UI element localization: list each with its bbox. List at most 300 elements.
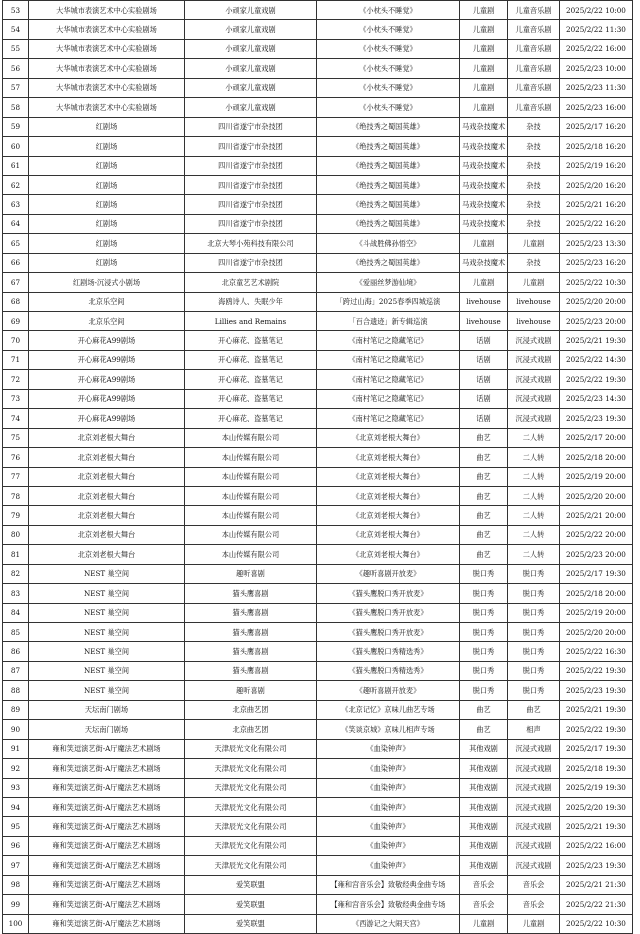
venue-cell: 大华城市表演艺术中心实验剧场 [29,39,185,58]
organizer-cell: 北京曲艺团 [185,700,317,719]
row-number-cell: 72 [3,370,29,389]
category-cell: 马戏杂技魔术 [460,214,508,233]
row-number-cell: 70 [3,331,29,350]
show-title-cell: 《猫头鹰脱口秀开放麦》 [317,584,460,603]
table-row [3,59,633,78]
table-row [3,661,633,680]
show-title-cell: 《北京刘老根大舞台》 [317,448,460,467]
organizer-cell: 小顽家儿童戏剧 [185,20,317,39]
show-title-cell: 《小枕头不睡觉》 [317,59,460,78]
genre-cell: 脱口秀 [508,642,560,661]
table-row [3,350,633,369]
genre-cell: 儿童音乐剧 [508,59,560,78]
datetime-cell: 2025/2/18 20:00 [560,448,633,467]
show-title-cell: 《血染钟声》 [317,856,460,875]
row-number-cell: 67 [3,273,29,292]
row-number-cell: 54 [3,20,29,39]
table-row [3,331,633,350]
category-cell: 脱口秀 [460,564,508,583]
row-number-cell: 73 [3,389,29,408]
genre-cell: 杂技 [508,137,560,156]
datetime-cell: 2025/2/21 19:30 [560,700,633,719]
venue-cell: 北京刘老根大舞台 [29,545,185,564]
category-cell: 其他戏剧 [460,778,508,797]
organizer-cell: 本山传媒有限公司 [185,428,317,447]
venue-cell: 开心麻花A99剧场 [29,350,185,369]
venue-cell: 雍和笑逗演艺街-A厅魔法艺术剧场 [29,778,185,797]
category-cell: 脱口秀 [460,681,508,700]
table-row [3,214,633,233]
row-number-cell: 88 [3,681,29,700]
table-row [3,312,633,331]
organizer-cell: 天津辰光文化有限公司 [185,739,317,758]
organizer-cell: Lillies and Remains [185,312,317,331]
genre-cell: 沉浸式戏剧 [508,759,560,778]
organizer-cell: 爱笑联盟 [185,895,317,914]
datetime-cell: 2025/2/23 19:30 [560,681,633,700]
show-title-cell: 《南村笔记之隐藏笔记》 [317,331,460,350]
genre-cell: 沉浸式戏剧 [508,797,560,816]
datetime-cell: 2025/2/19 20:00 [560,467,633,486]
category-cell: 儿童剧 [460,1,508,20]
category-cell: 其他戏剧 [460,739,508,758]
organizer-cell: 小顽家儿童戏剧 [185,59,317,78]
genre-cell: 音乐会 [508,895,560,914]
row-number-cell: 79 [3,506,29,525]
venue-cell: 开心麻花A99剧场 [29,409,185,428]
category-cell: 曲艺 [460,467,508,486]
genre-cell: 儿童音乐剧 [508,98,560,117]
show-title-cell: 「跨过山海」2025春季四城巡演 [317,292,460,311]
organizer-cell: 四川省遂宁市杂技团 [185,117,317,136]
organizer-cell: 开心麻花、盗墓笔记 [185,389,317,408]
venue-cell: 红剧场 [29,175,185,194]
organizer-cell: 北京童艺艺术剧院 [185,273,317,292]
show-title-cell: 《血染钟声》 [317,759,460,778]
show-title-cell: 《小枕头不睡觉》 [317,20,460,39]
row-number-cell: 93 [3,778,29,797]
show-title-cell: 《趣听喜剧开放麦》 [317,564,460,583]
row-number-cell: 96 [3,836,29,855]
show-title-cell: 《北京刘老根大舞台》 [317,525,460,544]
table-row [3,234,633,253]
genre-cell: 儿童剧 [508,234,560,253]
row-number-cell: 76 [3,448,29,467]
venue-cell: 大华城市表演艺术中心实验剧场 [29,98,185,117]
category-cell: 曲艺 [460,486,508,505]
genre-cell: 曲艺 [508,700,560,719]
venue-cell: NEST 巢空间 [29,681,185,700]
show-title-cell: 《北京记忆》京味儿曲艺专场 [317,700,460,719]
table-row [3,895,633,914]
organizer-cell: 小顽家儿童戏剧 [185,1,317,20]
performance-schedule-table [2,0,633,934]
venue-cell: 天坛南门剧场 [29,700,185,719]
venue-cell: 北京乐空间 [29,292,185,311]
datetime-cell: 2025/2/22 10:30 [560,914,633,933]
category-cell: 曲艺 [460,545,508,564]
datetime-cell: 2025/2/22 21:30 [560,895,633,914]
organizer-cell: 本山传媒有限公司 [185,467,317,486]
organizer-cell: 猫头鹰喜剧 [185,661,317,680]
organizer-cell: 开心麻花、盗墓笔记 [185,331,317,350]
datetime-cell: 2025/2/21 19:30 [560,817,633,836]
show-title-cell: 【雍和宫音乐会】致敬经典金曲专场 [317,875,460,894]
venue-cell: 雍和笑逗演艺街-A厅魔法艺术剧场 [29,895,185,914]
row-number-cell: 65 [3,234,29,253]
show-title-cell: 《西游记之大闹天宫》 [317,914,460,933]
datetime-cell: 2025/2/18 16:20 [560,137,633,156]
show-title-cell: 《血染钟声》 [317,778,460,797]
show-title-cell: 《南村笔记之隐藏笔记》 [317,409,460,428]
venue-cell: 红剧场 [29,253,185,272]
category-cell: 话剧 [460,331,508,350]
genre-cell: 二人转 [508,467,560,486]
venue-cell: NEST 巢空间 [29,584,185,603]
datetime-cell: 2025/2/22 20:00 [560,525,633,544]
venue-cell: 红剧场-沉浸式小剧场 [29,273,185,292]
category-cell: 话剧 [460,350,508,369]
venue-cell: 红剧场 [29,137,185,156]
organizer-cell: 四川省遂宁市杂技团 [185,156,317,175]
show-title-cell: 《南村笔记之隐藏笔记》 [317,389,460,408]
datetime-cell: 2025/2/23 11:30 [560,78,633,97]
venue-cell: NEST 巢空间 [29,603,185,622]
show-title-cell: 《绝技秀之蜀国英雄》 [317,175,460,194]
organizer-cell: 爱笑联盟 [185,875,317,894]
datetime-cell: 2025/2/23 16:00 [560,98,633,117]
table-row [3,545,633,564]
show-title-cell: 《小枕头不睡觉》 [317,1,460,20]
row-number-cell: 63 [3,195,29,214]
genre-cell: 二人转 [508,545,560,564]
show-title-cell: 《南村笔记之隐藏笔记》 [317,370,460,389]
category-cell: 话剧 [460,370,508,389]
show-title-cell: 《血染钟声》 [317,836,460,855]
datetime-cell: 2025/2/20 20:00 [560,486,633,505]
show-title-cell: 《北京刘老根大舞台》 [317,428,460,447]
show-title-cell: 《血染钟声》 [317,817,460,836]
organizer-cell: 本山传媒有限公司 [185,486,317,505]
genre-cell: 儿童音乐剧 [508,78,560,97]
datetime-cell: 2025/2/22 16:00 [560,836,633,855]
genre-cell: 相声 [508,720,560,739]
genre-cell: 沉浸式戏剧 [508,389,560,408]
datetime-cell: 2025/2/22 16:00 [560,39,633,58]
venue-cell: 北京刘老根大舞台 [29,506,185,525]
table-row [3,720,633,739]
genre-cell: 沉浸式戏剧 [508,739,560,758]
category-cell: 音乐会 [460,895,508,914]
show-title-cell: 《北京刘老根大舞台》 [317,486,460,505]
venue-cell: 红剧场 [29,117,185,136]
organizer-cell: 四川省遂宁市杂技团 [185,195,317,214]
row-number-cell: 81 [3,545,29,564]
venue-cell: 北京乐空间 [29,312,185,331]
genre-cell: 脱口秀 [508,681,560,700]
table-row [3,623,633,642]
datetime-cell: 2025/2/23 16:20 [560,253,633,272]
table-body [3,1,633,934]
row-number-cell: 98 [3,875,29,894]
datetime-cell: 2025/2/23 13:30 [560,234,633,253]
genre-cell: 沉浸式戏剧 [508,350,560,369]
genre-cell: 脱口秀 [508,603,560,622]
venue-cell: 北京刘老根大舞台 [29,467,185,486]
row-number-cell: 58 [3,98,29,117]
table-row [3,564,633,583]
show-title-cell: 《爱丽丝梦游仙境》 [317,273,460,292]
datetime-cell: 2025/2/18 20:00 [560,584,633,603]
row-number-cell: 92 [3,759,29,778]
venue-cell: 天坛南门剧场 [29,720,185,739]
datetime-cell: 2025/2/23 19:30 [560,409,633,428]
table-row [3,253,633,272]
category-cell: 曲艺 [460,720,508,739]
genre-cell: 沉浸式戏剧 [508,836,560,855]
organizer-cell: 本山传媒有限公司 [185,525,317,544]
genre-cell: 沉浸式戏剧 [508,409,560,428]
table-row [3,584,633,603]
datetime-cell: 2025/2/23 20:00 [560,312,633,331]
table-row [3,467,633,486]
organizer-cell: 海鸥诗人、失眠少年 [185,292,317,311]
row-number-cell: 100 [3,914,29,933]
venue-cell: 北京刘老根大舞台 [29,486,185,505]
genre-cell: 二人转 [508,486,560,505]
genre-cell: 二人转 [508,506,560,525]
table-row [3,389,633,408]
row-number-cell: 64 [3,214,29,233]
table-row [3,428,633,447]
category-cell: 儿童剧 [460,78,508,97]
show-title-cell: 《绝技秀之蜀国英雄》 [317,117,460,136]
datetime-cell: 2025/2/17 19:30 [560,564,633,583]
show-title-cell: 【雍和宫音乐会】致敬经典金曲专场 [317,895,460,914]
category-cell: 儿童剧 [460,98,508,117]
datetime-cell: 2025/2/22 14:30 [560,350,633,369]
table-row [3,39,633,58]
genre-cell: 二人转 [508,428,560,447]
datetime-cell: 2025/2/21 19:30 [560,331,633,350]
show-title-cell: 《猫头鹰脱口秀精选秀》 [317,642,460,661]
venue-cell: NEST 巢空间 [29,661,185,680]
table-row [3,856,633,875]
organizer-cell: 四川省遂宁市杂技团 [185,175,317,194]
genre-cell: 儿童音乐剧 [508,39,560,58]
organizer-cell: 四川省遂宁市杂技团 [185,214,317,233]
show-title-cell: 《北京刘老根大舞台》 [317,506,460,525]
table-row [3,603,633,622]
genre-cell: 杂技 [508,253,560,272]
row-number-cell: 61 [3,156,29,175]
category-cell: 马戏杂技魔术 [460,137,508,156]
venue-cell: 红剧场 [29,195,185,214]
table-row [3,681,633,700]
table-row [3,137,633,156]
venue-cell: 红剧场 [29,156,185,175]
datetime-cell: 2025/2/19 16:20 [560,156,633,175]
venue-cell: 大华城市表演艺术中心实验剧场 [29,78,185,97]
genre-cell: 沉浸式戏剧 [508,331,560,350]
category-cell: 儿童剧 [460,234,508,253]
genre-cell: 二人转 [508,448,560,467]
datetime-cell: 2025/2/22 10:00 [560,1,633,20]
category-cell: livehouse [460,292,508,311]
row-number-cell: 91 [3,739,29,758]
row-number-cell: 85 [3,623,29,642]
genre-cell: 杂技 [508,214,560,233]
row-number-cell: 90 [3,720,29,739]
genre-cell: 脱口秀 [508,661,560,680]
table-row [3,525,633,544]
category-cell: 曲艺 [460,700,508,719]
organizer-cell: 开心麻花、盗墓笔记 [185,370,317,389]
datetime-cell: 2025/2/20 19:30 [560,797,633,816]
table-row [3,817,633,836]
organizer-cell: 猫头鹰喜剧 [185,584,317,603]
category-cell: 话剧 [460,389,508,408]
organizer-cell: 天津辰光文化有限公司 [185,797,317,816]
show-title-cell: 《猫头鹰脱口秀精选秀》 [317,661,460,680]
organizer-cell: 本山传媒有限公司 [185,448,317,467]
venue-cell: 大华城市表演艺术中心实验剧场 [29,20,185,39]
venue-cell: 大华城市表演艺术中心实验剧场 [29,59,185,78]
category-cell: 脱口秀 [460,584,508,603]
table-row [3,914,633,933]
organizer-cell: 北京大琴小苑科技有限公司 [185,234,317,253]
row-number-cell: 55 [3,39,29,58]
category-cell: 儿童剧 [460,20,508,39]
genre-cell: 儿童剧 [508,914,560,933]
genre-cell: 沉浸式戏剧 [508,370,560,389]
datetime-cell: 2025/2/17 19:30 [560,739,633,758]
row-number-cell: 94 [3,797,29,816]
row-number-cell: 84 [3,603,29,622]
datetime-cell: 2025/2/23 14:30 [560,389,633,408]
table-row [3,273,633,292]
venue-cell: NEST 巢空间 [29,642,185,661]
datetime-cell: 2025/2/17 20:00 [560,428,633,447]
datetime-cell: 2025/2/20 16:20 [560,175,633,194]
genre-cell: 儿童音乐剧 [508,20,560,39]
table-row [3,486,633,505]
genre-cell: 杂技 [508,195,560,214]
category-cell: 曲艺 [460,525,508,544]
venue-cell: 雍和笑逗演艺街-A厅魔法艺术剧场 [29,759,185,778]
row-number-cell: 74 [3,409,29,428]
row-number-cell: 83 [3,584,29,603]
table-row [3,875,633,894]
category-cell: 曲艺 [460,428,508,447]
show-title-cell: 《小枕头不睡觉》 [317,39,460,58]
table-row [3,797,633,816]
venue-cell: 雍和笑逗演艺街-A厅魔法艺术剧场 [29,797,185,816]
show-title-cell: 《北京刘老根大舞台》 [317,545,460,564]
genre-cell: 二人转 [508,525,560,544]
venue-cell: 雍和笑逗演艺街-A厅魔法艺术剧场 [29,817,185,836]
organizer-cell: 北京曲艺团 [185,720,317,739]
show-title-cell: 《绝技秀之蜀国英雄》 [317,253,460,272]
venue-cell: 大华城市表演艺术中心实验剧场 [29,1,185,20]
category-cell: 其他戏剧 [460,836,508,855]
row-number-cell: 78 [3,486,29,505]
table-row [3,759,633,778]
datetime-cell: 2025/2/22 19:30 [560,370,633,389]
category-cell: 马戏杂技魔术 [460,156,508,175]
category-cell: 儿童剧 [460,39,508,58]
table-row [3,156,633,175]
row-number-cell: 75 [3,428,29,447]
show-title-cell: 《绝技秀之蜀国英雄》 [317,156,460,175]
venue-cell: NEST 巢空间 [29,564,185,583]
datetime-cell: 2025/2/23 10:00 [560,59,633,78]
table-row [3,98,633,117]
category-cell: 儿童剧 [460,914,508,933]
datetime-cell: 2025/2/22 19:30 [560,661,633,680]
table-row [3,739,633,758]
category-cell: 其他戏剧 [460,817,508,836]
category-cell: 马戏杂技魔术 [460,195,508,214]
table-row [3,409,633,428]
category-cell: livehouse [460,312,508,331]
show-title-cell: 《笑谈京城》京味儿相声专场 [317,720,460,739]
row-number-cell: 99 [3,895,29,914]
datetime-cell: 2025/2/19 20:00 [560,603,633,622]
show-title-cell: 「百合遗迹」新专辑巡演 [317,312,460,331]
table-row [3,448,633,467]
row-number-cell: 59 [3,117,29,136]
organizer-cell: 趣听喜剧 [185,681,317,700]
datetime-cell: 2025/2/22 16:20 [560,214,633,233]
organizer-cell: 开心麻花、盗墓笔记 [185,350,317,369]
row-number-cell: 53 [3,1,29,20]
table-row [3,836,633,855]
show-title-cell: 《小枕头不睡觉》 [317,98,460,117]
datetime-cell: 2025/2/20 20:00 [560,623,633,642]
category-cell: 儿童剧 [460,59,508,78]
venue-cell: 雍和笑逗演艺街-A厅魔法艺术剧场 [29,739,185,758]
row-number-cell: 95 [3,817,29,836]
venue-cell: 北京刘老根大舞台 [29,428,185,447]
genre-cell: 杂技 [508,175,560,194]
genre-cell: 杂技 [508,117,560,136]
row-number-cell: 57 [3,78,29,97]
category-cell: 曲艺 [460,448,508,467]
organizer-cell: 猫头鹰喜剧 [185,603,317,622]
category-cell: 话剧 [460,409,508,428]
row-number-cell: 82 [3,564,29,583]
table-row [3,292,633,311]
category-cell: 儿童剧 [460,273,508,292]
organizer-cell: 本山传媒有限公司 [185,506,317,525]
datetime-cell: 2025/2/22 11:30 [560,20,633,39]
row-number-cell: 66 [3,253,29,272]
row-number-cell: 68 [3,292,29,311]
organizer-cell: 本山传媒有限公司 [185,545,317,564]
table-row [3,370,633,389]
table-row [3,1,633,20]
row-number-cell: 77 [3,467,29,486]
category-cell: 音乐会 [460,875,508,894]
genre-cell: 儿童音乐剧 [508,1,560,20]
row-number-cell: 69 [3,312,29,331]
datetime-cell: 2025/2/20 20:00 [560,292,633,311]
row-number-cell: 87 [3,661,29,680]
venue-cell: 雍和笑逗演艺街-A厅魔法艺术剧场 [29,875,185,894]
category-cell: 马戏杂技魔术 [460,175,508,194]
table-row [3,78,633,97]
